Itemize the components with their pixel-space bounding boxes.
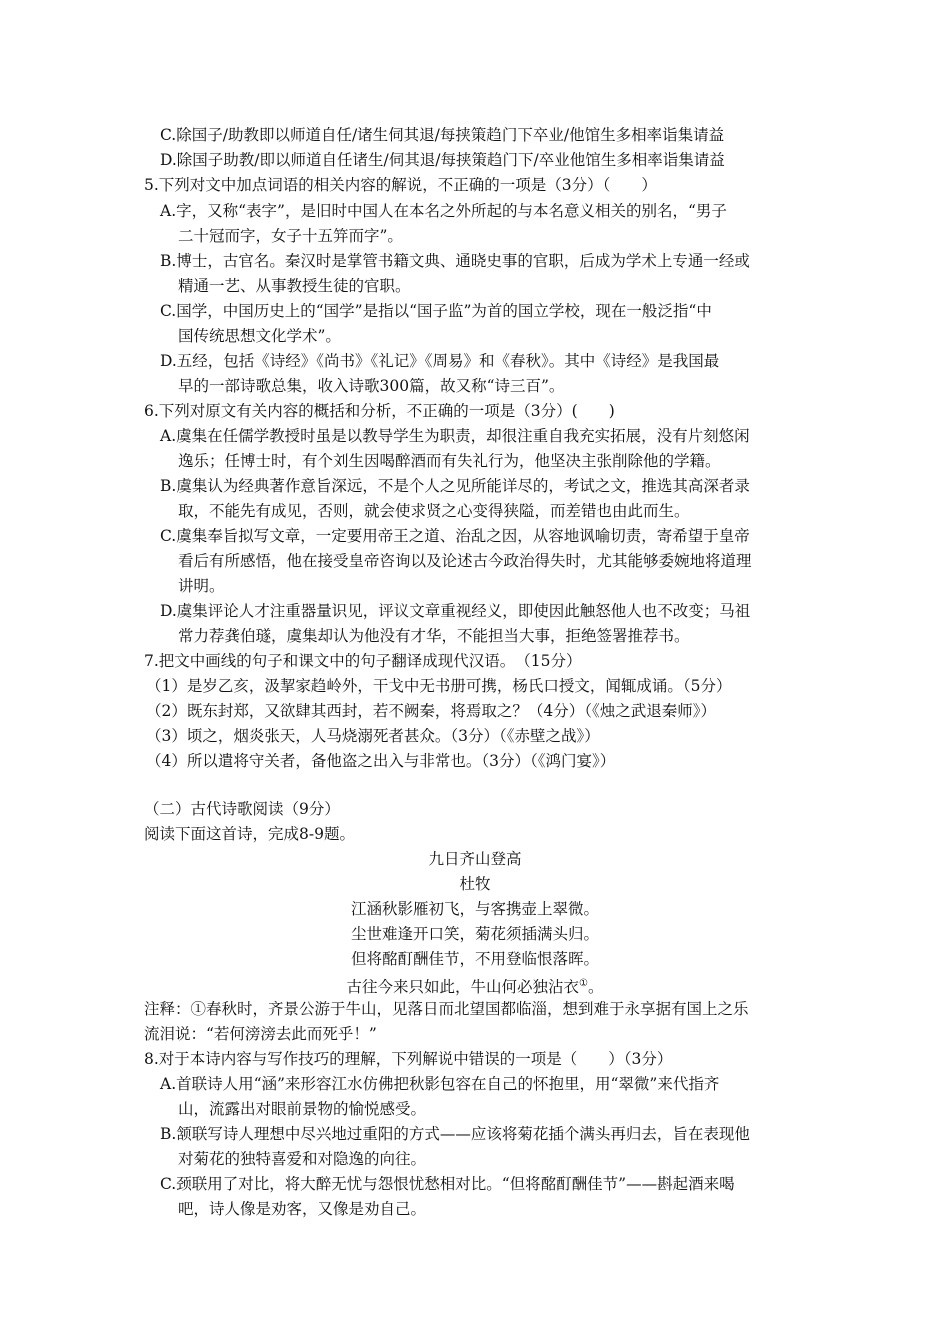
q5-option-c-cont: 国传统思想文化学术”。 xyxy=(178,327,341,345)
q4-option-d: D.除国子助教/即以师道自任诸生/伺其退/每挟策趋门下/卒业他馆生多相率诣集请益 xyxy=(160,151,725,169)
q6-stem: 6.下列对原文有关内容的概括和分析，不正确的一项是（3分）( ) xyxy=(144,402,615,420)
q6-option-b: B.虞集认为经典著作意旨深远，不是个人之见所能详尽的，考试之文，推选其高深者录 xyxy=(160,477,750,495)
q8-option-a: A.首联诗人用“涵”来形容江水仿佛把秋影包容在自己的怀抱里，用“翠微”来代指齐 xyxy=(160,1075,720,1093)
q7-sentence-1: （1）是岁乙亥，汲挈家趋岭外，干戈中无书册可携，杨氏口授文，闻辄成诵。（5分） xyxy=(146,677,732,695)
q8-option-c: C.颈联用了对比，将大醉无忧与怨恨忧愁相对比。“但将酩酊酬佳节”——斟起酒来喝 xyxy=(160,1175,735,1193)
q8-option-b: B.颔联写诗人理想中尽兴地过重阳的方式——应该将菊花插个满头再归去，旨在表现他 xyxy=(160,1125,750,1143)
poem-title: 九日齐山登高 xyxy=(428,850,522,868)
q8-option-b-cont: 对菊花的独特喜爱和对隐逸的向往。 xyxy=(178,1150,427,1168)
q5-option-d: D.五经，包括《诗经》《尚书》《礼记》《周易》和《春秋》。其中《诗经》是我国最 xyxy=(160,352,720,370)
q5-option-a-cont: 二十冠而字，女子十五笄而字”。 xyxy=(178,227,403,245)
q5-option-d-cont: 早的一部诗歌总集，收入诗歌300篇，故又称“诗三百”。 xyxy=(178,377,565,395)
q5-stem: 5.下列对文中加点词语的相关内容的解说，不正确的一项是（3分）（ ） xyxy=(144,176,657,194)
section-intro: 阅读下面这首诗，完成8-9题。 xyxy=(144,825,355,843)
q6-option-d: D.虞集评论人才注重器量识见，评议文章重视经义，即使因此触怒他人也不改变；马祖 xyxy=(160,602,751,620)
q8-option-a-cont: 山，流露出对眼前景物的愉悦感受。 xyxy=(178,1100,427,1118)
q7-stem: 7.把文中画线的句子和课文中的句子翻译成现代汉语。 （15分） xyxy=(144,652,582,670)
poem-line-1: 江涵秋影雁初飞，与客携壶上翠微。 xyxy=(350,900,599,918)
poem-line-2: 尘世难逢开口笑，菊花须插满头归。 xyxy=(350,925,599,943)
q5-option-c: C.国学，中国历史上的“国学”是指以“国子监”为首的国立学校，现在一般泛指“中 xyxy=(160,302,712,320)
poem-line-4-punct: 。 xyxy=(587,978,604,997)
q6-option-b-cont: 取，不能先有成见，否则，就会使求贤之心变得狭隘，而差错也由此而生。 xyxy=(178,502,690,520)
poem-line-4-wrap xyxy=(0,973,950,998)
q4-option-c: C.除国子/助教即以师道自任/诸生伺其退/每挟策趋门下卒业/他馆生多相率诣集请益 xyxy=(160,126,725,144)
q8-stem: 8.对于本诗内容与写作技巧的理解，下列解说中错误的一项是（ ）（3分） xyxy=(144,1050,673,1068)
q6-option-a-cont: 逸乐；任博士时，有个刘生因喝醉酒而有失礼行为，他坚决主张削除他的学籍。 xyxy=(178,452,721,470)
annotation-line-2: 流泪说：“若何滂滂去此而死乎！” xyxy=(144,1025,377,1043)
poem-line-3: 但将酩酊酬佳节，不用登临恨落晖。 xyxy=(350,950,599,968)
q7-sentence-2: （2）既东封郑，又欲肆其西封，若不阙秦，将焉取之？（4分）（《烛之武退秦师》） xyxy=(146,702,716,720)
q8-option-c-cont: 吧，诗人像是劝客，又像是劝自己。 xyxy=(178,1200,427,1218)
poem-line-4: 古往今来只如此，牛山何必独沾衣 xyxy=(346,978,580,997)
q6-option-c-cont: 看后有所感悟，他在接受皇帝咨询以及论述古今政治得失时，尤其能够委婉地将道理 xyxy=(178,552,752,570)
annotation-line-1: 注释：①春秋时，齐景公游于牛山，见落日而北望国都临淄，想到难于永享据有国上之乐 xyxy=(144,1000,749,1018)
q6-option-d-cont: 常力荐龚伯璲，虞集却认为他没有才华，不能担当大事，拒绝签署推荐书。 xyxy=(178,627,690,645)
footnote-marker: ① xyxy=(579,978,588,989)
section-heading: （二）古代诗歌阅读（9分） xyxy=(144,800,340,818)
q7-sentence-3: （3）顷之，烟炎张天，人马烧溺死者甚众。（3分）（《赤壁之战》） xyxy=(146,727,600,745)
q6-option-a: A.虞集在任儒学教授时虽是以教导学生为职责，却很注重自我充实拓展，没有片刻悠闲 xyxy=(160,427,750,445)
q5-option-b-cont: 精通一艺、从事教授生徒的官职。 xyxy=(178,277,411,295)
q5-option-b: B.博士，古官名。秦汉时是掌管书籍文典、通晓史事的官职，后成为学术上专通一经或 xyxy=(160,252,750,270)
q6-option-c: C.虞集奉旨拟写文章，一定要用帝王之道、治乱之因，从容地讽喻切责，寄希望于皇帝 xyxy=(160,527,750,545)
q5-option-a: A.字，又称“表字”，是旧时中国人在本名之外所起的与本名意义相关的别名，“男子 xyxy=(160,202,727,220)
q7-sentence-4: （4）所以遣将守关者，备他盗之出入与非常也。（3分）（《鸿门宴》） xyxy=(146,752,616,770)
poem-author: 杜牧 xyxy=(459,875,491,893)
q6-option-c-cont2: 讲明。 xyxy=(178,577,225,595)
